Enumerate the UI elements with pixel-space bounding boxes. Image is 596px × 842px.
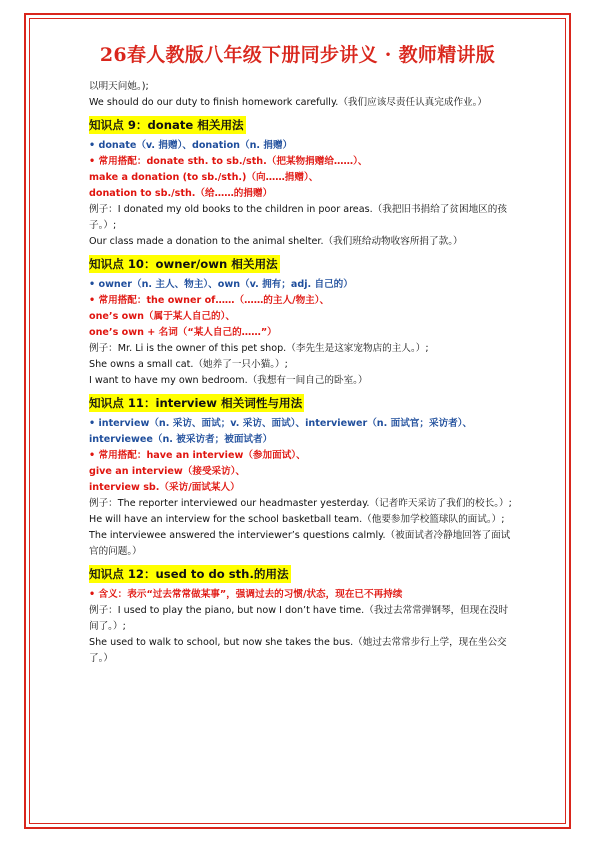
section-heading-11: 知识点 11：interview 相关词性与用法 [89,396,303,410]
definition-line: • donate（v. 捐赠）、donation（n. 捐赠） [89,140,293,151]
text-line: 以明天问她。); [89,81,149,92]
definition-line: • interview（n. 采访、面试；v. 采访、面试）、interviewer（n. 面试官；采访者）、interviewee（n. 被采访者；被面试者） [89,418,473,445]
collocation-line: make a donation (to sb./sth.)（向……捐赠）、 [89,172,319,183]
collocation-line: give an interview（接受采访）、 [89,466,246,477]
collocation-line: • 常用搭配：have an interview（参加面试）、 [89,450,306,461]
collocation-line: interview sb.（采访/面试某人） [89,482,240,493]
collocation-line: one’s own（属于某人自己的）、 [89,311,236,322]
example-line: She owns a small cat.（她养了一只小猫。）; [89,359,288,370]
definition-line: • owner（n. 主人、物主）、own（v. 拥有；adj. 自己的） [89,279,353,290]
collocation-line: donation to sb./sth.（给……的捐赠） [89,188,273,199]
example-line: 例子：I used to play the piano, but now I don’t have time.（我过去常常弹钢琴，但现在没时间了。）; [89,605,509,632]
handout-content [89,79,515,667]
example-line: 例子：Mr. Li is the owner of this pet shop.（李先生是这家宠物店的主人。）; [89,343,429,354]
meaning-line: • 含义：表示“过去常常做某事”，强调过去的习惯/状态，现在已不再持续 [89,589,403,600]
section-heading-9: 知识点 9：donate 相关用法 [89,118,244,132]
example-line: 例子：The reporter interviewed our headmaster yesterday.（记者昨天采访了我们的校长。）; [89,498,512,509]
example-line: Our class made a donation to the animal shelter.（我们班给动物收容所捐了款。） [89,236,463,247]
example-line: He will have an interview for the school basketball team.（他要参加学校篮球队的面试。）; [89,514,505,525]
example-line: 例子：I donated my old books to the children in poor areas.（我把旧书捐给了贫困地区的孩子。）; [89,204,507,231]
example-line: She used to walk to school, but now she takes the bus.（她过去常常步行上学，现在坐公交了。） [89,637,507,664]
example-line: I want to have my own bedroom.（我想有一间自己的卧室。） [89,375,368,386]
text-line: We should do our duty to finish homework carefully.（我们应该尽责任认真完成作业。） [89,97,488,108]
collocation-line: one’s own + 名词（“某人自己的……”） [89,327,277,338]
collocation-line: • 常用搭配：donate sth. to sb./sth.（把某物捐赠给……）、 [89,156,368,167]
section-heading-10: 知识点 10：owner/own 相关用法 [89,257,278,271]
section-heading-12: 知识点 12：used to do sth.的用法 [89,567,289,581]
collocation-line: • 常用搭配：the owner of……（……的主人/物主）、 [89,295,330,306]
page-title: 26春人教版八年级下册同步讲义 · 教师精讲版 [99,44,496,66]
example-line: The interviewee answered the interviewer’s questions calmly.（被面试者冷静地回答了面试官的问题。） [89,530,511,557]
